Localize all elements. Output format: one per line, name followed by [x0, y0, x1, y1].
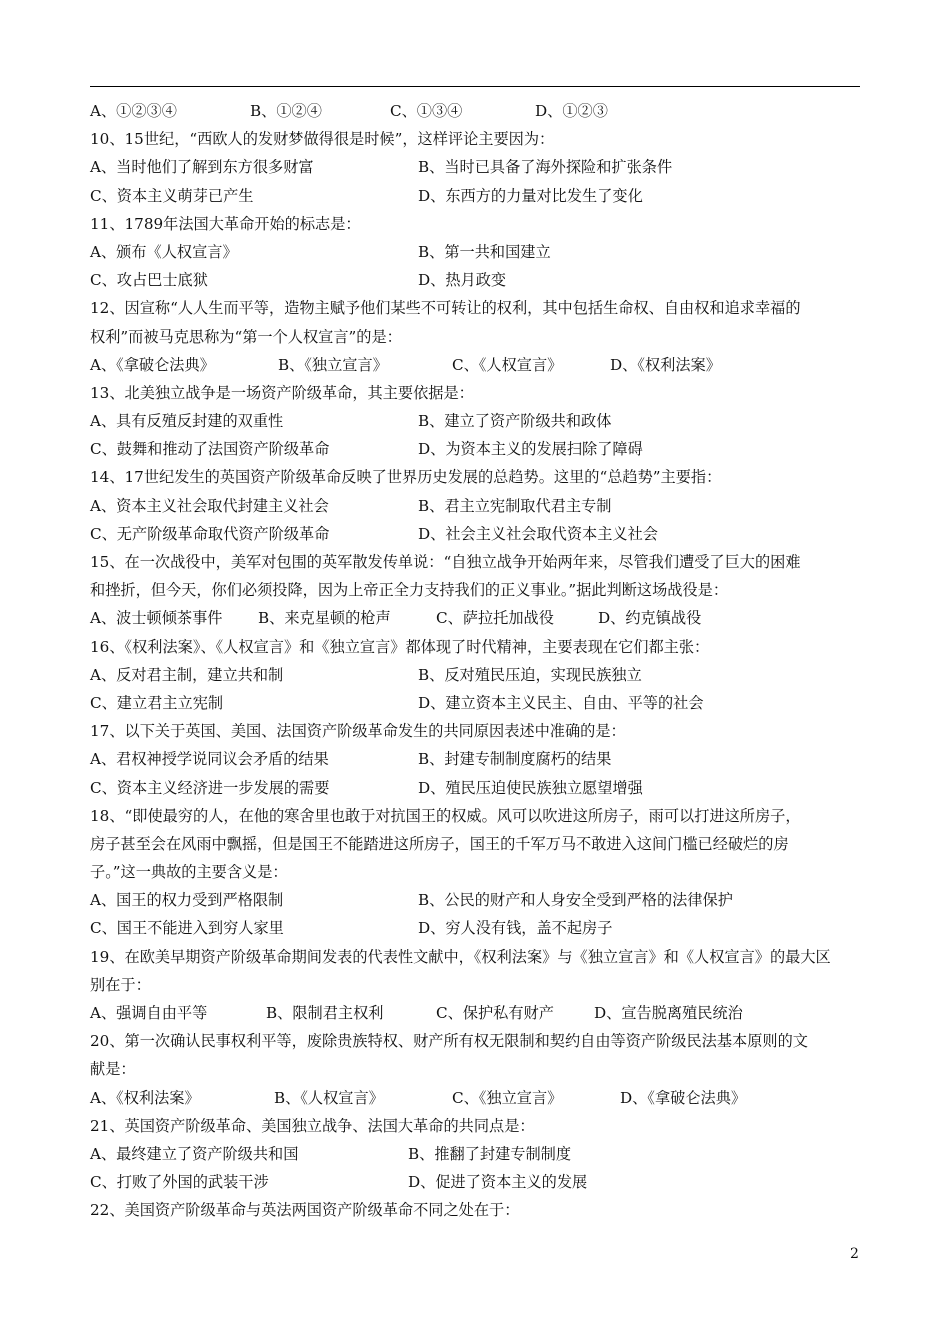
answer-option: C、打败了外国的武装干涉: [90, 1173, 269, 1192]
text-line: [90, 1027, 862, 1055]
answer-option: B、封建专制制度腐朽的结果: [418, 750, 612, 769]
text-line: [90, 1196, 862, 1224]
text-line: [90, 492, 862, 520]
header-rule: [90, 86, 860, 87]
text-line: [90, 294, 862, 322]
question-text: 19、在欧美早期资产阶级革命期间发表的代表性文献中，《权利法案》与《独立宣言》和《人权宣言》的最大区: [90, 947, 831, 966]
text-line: [90, 463, 862, 491]
answer-option: A、君权神授学说同议会矛盾的结果: [90, 750, 329, 769]
answer-option: A、当时他们了解到东方很多财富: [90, 158, 314, 177]
answer-option: A、国王的权力受到严格限制: [90, 891, 284, 910]
answer-option: D、建立资本主义民主、自由、平等的社会: [418, 693, 704, 712]
answer-option: C、《人权宣言》: [452, 355, 563, 374]
answer-option: B、限制君主权利: [266, 1004, 384, 1022]
text-line: [90, 689, 862, 717]
question-text: 12、因宣称“人人生而平等，造物主赋予他们某些不可转让的权利，其中包括生命权、自由权和追求幸福的: [90, 299, 801, 318]
answer-option: C、国王不能进入到穷人家里: [90, 919, 284, 938]
answer-option: B、公民的财产和人身安全受到严格的法律保护: [418, 891, 733, 910]
question-text: 20、第一次确认民事权利平等，废除贵族特权、财产所有权无限制和契约自由等资产阶级民法基本原则的文: [90, 1032, 808, 1051]
answer-option: D、《拿破仑法典》: [620, 1088, 747, 1107]
answer-option: D、东西方的力量对比发生了变化: [418, 186, 643, 205]
question-text: 房子甚至会在风雨中飘摇，但是国王不能踏进这所房子，国王的千军万马不敢进入这间门槛已经破烂的房: [90, 834, 789, 853]
text-line: [90, 576, 862, 604]
answer-option: D、为资本主义的发展扫除了障碍: [418, 440, 643, 459]
text-line: [90, 153, 862, 181]
text-line: [90, 914, 862, 942]
answer-option: C、攻占巴士底狱: [90, 271, 208, 290]
answer-option: A、《拿破仑法典》: [90, 355, 215, 374]
answer-option: B、《独立宣言》: [278, 355, 388, 374]
text-line: [90, 125, 862, 153]
answer-option: B、当时已具备了海外探险和扩张条件: [418, 158, 673, 177]
text-line: [90, 971, 862, 999]
text-line: [90, 745, 862, 773]
text-line: [90, 407, 862, 435]
question-text: 16、《权利法案》、《人权宣言》和《独立宣言》都体现了时代精神，主要表现在它们都主张：: [90, 637, 710, 656]
text-line: [90, 943, 862, 971]
answer-option: B、推翻了封建专制制度: [408, 1144, 572, 1163]
answer-option: A、强调自由平等: [90, 1004, 208, 1022]
answer-option: A、具有反殖反封建的双重性: [90, 412, 284, 431]
answer-option: A、颁布《人权宣言》: [90, 242, 238, 261]
answer-option: C、保护私有财产: [436, 1004, 554, 1022]
text-line: [90, 886, 862, 914]
answer-option: C、鼓舞和推动了法国资产阶级革命: [90, 440, 330, 459]
answer-option: C、资本主义经济进一步发展的需要: [90, 778, 330, 797]
answer-option: D、社会主义社会取代资本主义社会: [418, 524, 658, 543]
text-line: [90, 520, 862, 548]
answer-option: D、热月政变: [418, 271, 507, 290]
text-line: [90, 604, 862, 632]
answer-option: D、《权利法案》: [610, 355, 721, 374]
answer-option: B、反对殖民压迫，实现民族独立: [418, 665, 642, 684]
text-line: [90, 774, 862, 802]
answer-option: D、促进了资本主义的发展: [408, 1173, 588, 1192]
answer-option: D、①②③: [535, 102, 608, 120]
page-number: 2: [850, 1246, 859, 1262]
text-line: [90, 633, 862, 661]
text-line: [90, 802, 862, 830]
question-text: 14、17世纪发生的英国资产阶级革命反映了世界历史发展的总趋势。这里的“总趋势”主要指：: [90, 468, 722, 487]
answer-option: A、资本主义社会取代封建主义社会: [90, 496, 329, 515]
answer-option: A、反对君主制，建立共和制: [90, 665, 284, 684]
text-line: [90, 1168, 862, 1196]
question-text: 18、“即使最穷的人，在他的寒舍里也敢于对抗国王的权威。风可以吹进这所房子，雨可以打进这所房子，: [90, 806, 801, 825]
text-line: [90, 210, 862, 238]
answer-option: C、①③④: [390, 102, 463, 120]
answer-option: C、无产阶级革命取代资产阶级革命: [90, 524, 330, 543]
question-text: 献是：: [90, 1060, 136, 1079]
answer-option: B、来克星顿的枪声: [258, 609, 391, 628]
question-text: 13、北美独立战争是一场资产阶级革命，其主要依据是：: [90, 383, 474, 402]
question-text: 别在于：: [90, 975, 151, 994]
text-line: [90, 435, 862, 463]
question-text: 10、15世纪，“西欧人的发财梦做得很是时候”，这样评论主要因为：: [90, 130, 555, 149]
question-text: 子。”这一典故的主要含义是：: [90, 863, 288, 882]
question-text: 11、1789年法国大革命开始的标志是：: [90, 214, 361, 233]
text-line: [90, 238, 862, 266]
answer-option: C、资本主义萌芽已产生: [90, 186, 254, 205]
text-line: [90, 97, 862, 125]
text-line: [90, 999, 862, 1027]
question-text: 权利”而被马克思称为“第一个人权宣言”的是：: [90, 327, 402, 346]
answer-option: A、波士顿倾茶事件: [90, 609, 223, 628]
text-line: [90, 661, 862, 689]
answer-option: B、君主立宪制取代君主专制: [418, 496, 612, 515]
text-line: [90, 323, 862, 351]
answer-option: B、《人权宣言》: [274, 1088, 384, 1107]
question-text: 17、以下关于英国、美国、法国资产阶级革命发生的共同原因表述中准确的是：: [90, 722, 626, 741]
answer-option: A、最终建立了资产阶级共和国: [90, 1144, 299, 1163]
answer-option: B、①②④: [250, 102, 322, 120]
text-line: [90, 548, 862, 576]
text-line: [90, 858, 862, 886]
answer-option: D、宣告脱离殖民统治: [594, 1004, 743, 1022]
answer-option: B、建立了资产阶级共和政体: [418, 412, 612, 431]
answer-option: D、约克镇战役: [598, 609, 702, 628]
question-list: [90, 97, 862, 1225]
text-line: [90, 266, 862, 294]
answer-option: A、《权利法案》: [90, 1088, 200, 1107]
text-line: [90, 182, 862, 210]
question-text: 15、在一次战役中，美军对包围的英军散发传单说：“自独立战争开始两年来，尽管我们遭受了巨大的困难: [90, 553, 801, 571]
question-text: 21、英国资产阶级革命、美国独立战争、法国大革命的共同点是：: [90, 1116, 535, 1135]
text-line: [90, 1140, 862, 1168]
answer-option: C、萨拉托加战役: [436, 609, 554, 628]
text-line: [90, 717, 862, 745]
text-line: [90, 379, 862, 407]
answer-option: A、①②③④: [90, 102, 177, 120]
text-line: [90, 1084, 862, 1112]
answer-option: B、第一共和国建立: [418, 242, 551, 261]
answer-option: D、穷人没有钱，盖不起房子: [418, 919, 613, 938]
answer-option: D、殖民压迫使民族独立愿望增强: [418, 778, 643, 797]
text-line: [90, 830, 862, 858]
text-line: [90, 1112, 862, 1140]
question-text: 和挫折，但今天，你们必须投降，因为上帝正全力支持我们的正义事业。”据此判断这场战役是：: [90, 581, 729, 600]
text-line: [90, 1055, 862, 1083]
question-text: 22、美国资产阶级革命与英法两国资产阶级革命不同之处在于：: [90, 1201, 520, 1220]
text-line: [90, 351, 862, 379]
answer-option: C、建立君主立宪制: [90, 693, 224, 712]
answer-option: C、《独立宣言》: [452, 1088, 563, 1107]
